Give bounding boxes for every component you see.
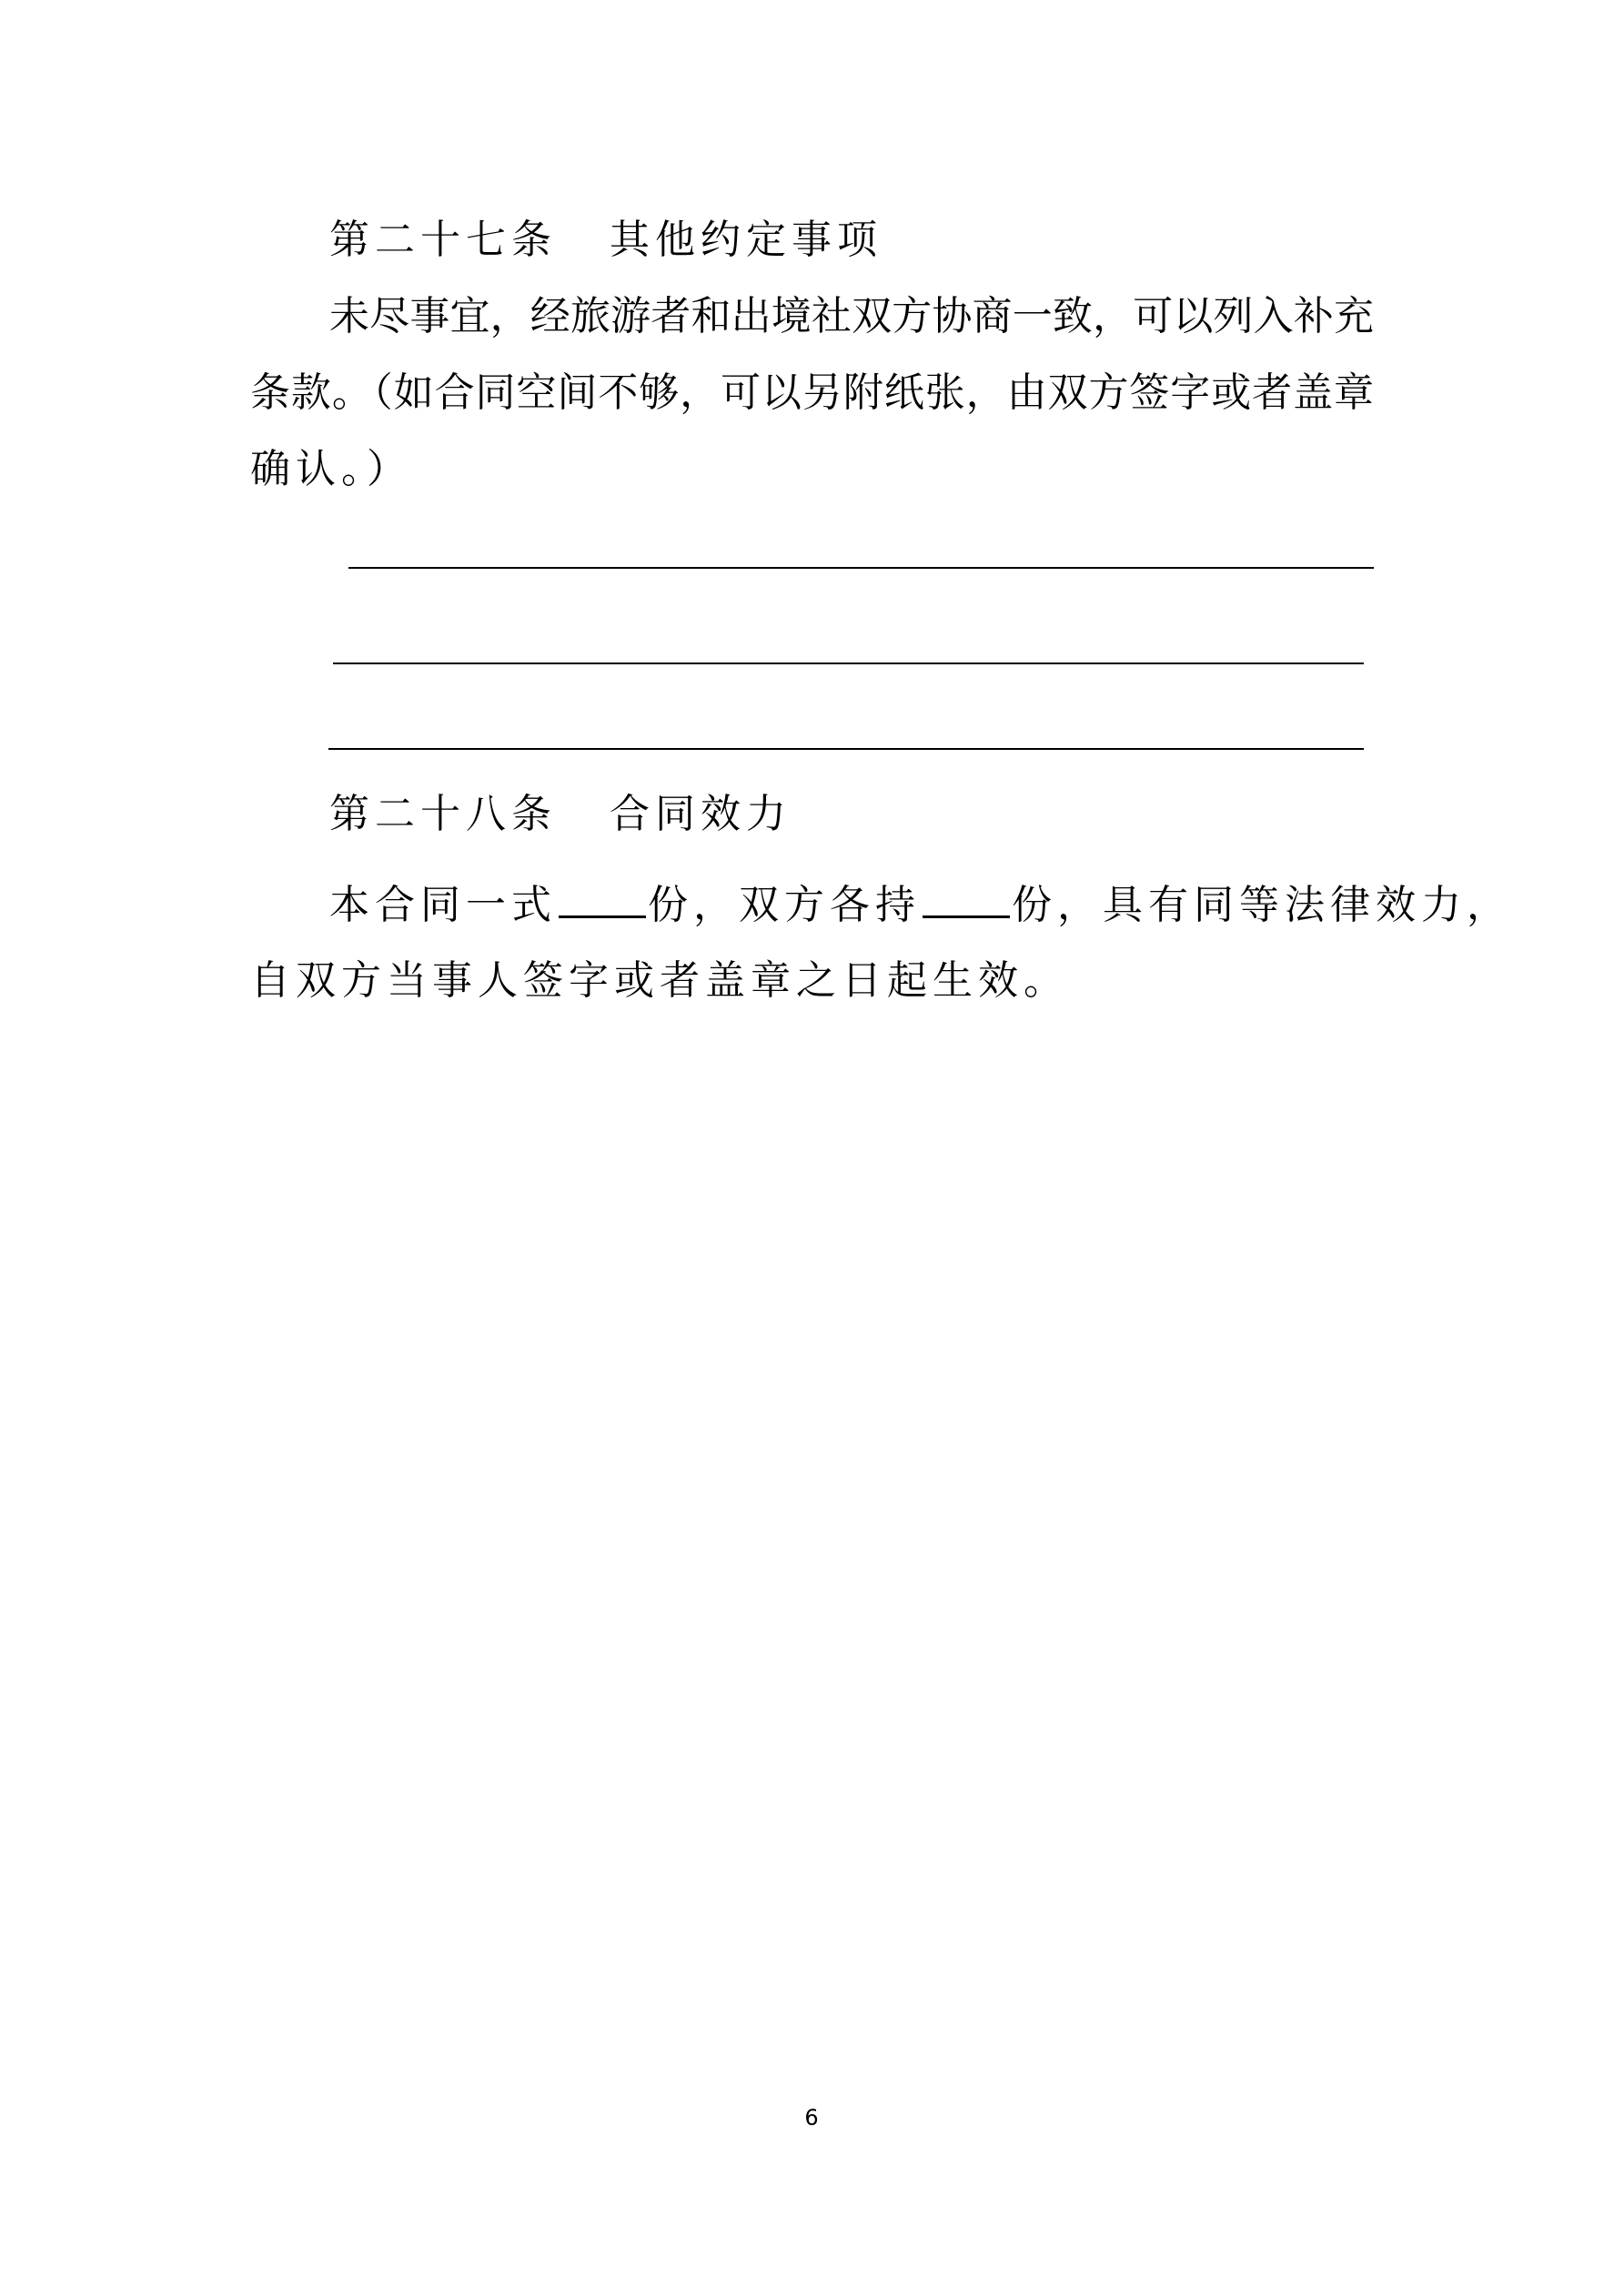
supplementary-clause-blank-line-1 [348, 567, 1374, 569]
copies-each-party-blank [923, 875, 1010, 918]
article-28-text-part-1: 本合同一式 [329, 882, 557, 928]
article-28-heading [329, 789, 792, 840]
article-27-title: 其他约定事项 [610, 217, 883, 263]
article-28-text-part-3: 份，具有同等法律效力， [1012, 882, 1512, 928]
copies-total-blank [559, 875, 646, 918]
article-28-number: 第二十八条 [329, 791, 557, 837]
article-28-paragraph-line-2: 自双方当事人签字或者盖章之日起生效。 [250, 957, 1069, 1004]
supplementary-clause-blank-line-3 [328, 748, 1364, 750]
article-27-paragraph-line-2: 条款。（如合同空间不够，可以另附纸张，由双方签字或者盖章 [250, 369, 1374, 416]
article-27-paragraph-line-3: 确认。） [250, 446, 412, 492]
article-27-paragraph-line-1: 未尽事宜，经旅游者和出境社双方协商一致，可以列入补充 [329, 293, 1374, 339]
article-27-number: 第二十七条 [329, 217, 557, 263]
article-28-title: 合同效力 [610, 791, 792, 837]
page-number: 6 [804, 2105, 819, 2130]
article-28-paragraph-line-1 [329, 875, 1512, 931]
article-27-heading [329, 215, 883, 266]
article-28-text-part-2: 份，双方各持 [648, 882, 921, 928]
supplementary-clause-blank-line-2 [333, 663, 1364, 664]
